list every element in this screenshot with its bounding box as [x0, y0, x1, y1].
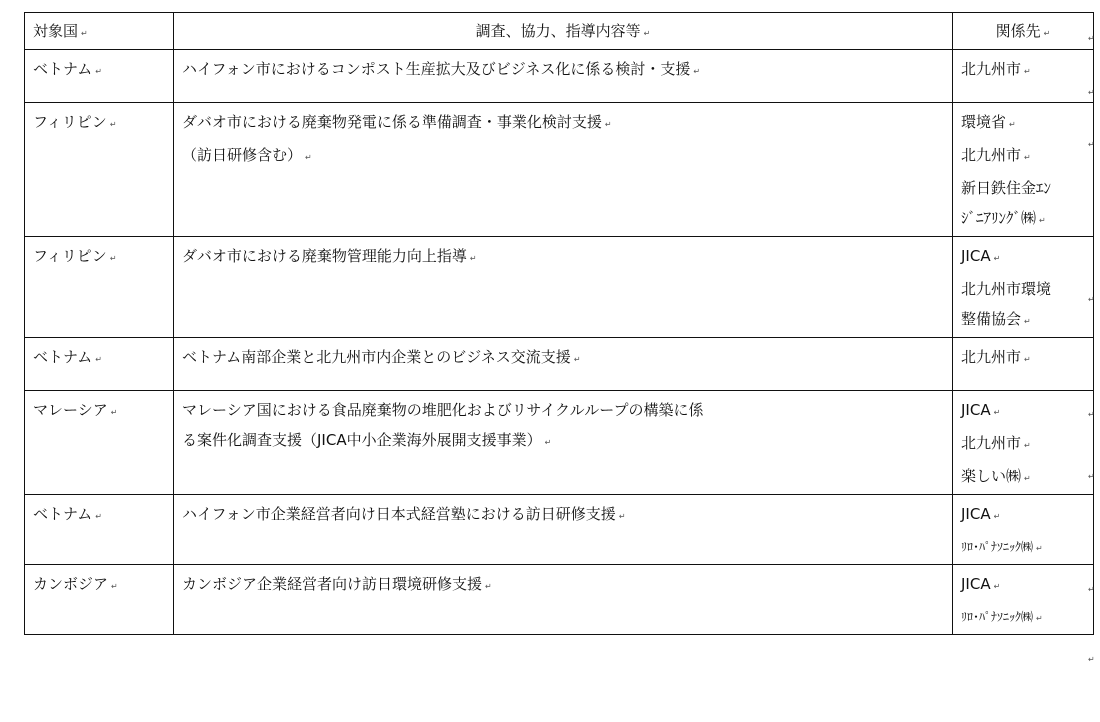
table-row	[25, 565, 1094, 635]
content-cell: ダバオ市における廃棄物発電に係る準備調査・事業化検討支援 ↵ （訪日研修含む） ↵	[174, 103, 953, 237]
header-partner: 関係先 ↵	[953, 13, 1094, 50]
content-cell: カンボジア企業経営者向け訪日環境研修支援 ↵	[174, 565, 953, 635]
partner-cell: 北九州市 ↵	[953, 50, 1094, 103]
country-cell: マレーシア ↵	[25, 391, 174, 495]
partner-cell: JICA ↵ 北九州市 ↵ 楽しい㈱ ↵	[953, 391, 1094, 495]
row-end-mark: ↵	[1088, 585, 1095, 594]
row-end-mark: ↵	[1088, 410, 1095, 419]
table-row	[25, 237, 1094, 338]
country-cell: ベトナム ↵	[25, 338, 174, 391]
cooperation-table	[24, 12, 1094, 635]
partner-cell: JICA ↵ 北九州市環境 整備協会 ↵	[953, 237, 1094, 338]
row-end-mark: ↵	[1088, 88, 1095, 97]
content-cell: ベトナム南部企業と北九州市内企業とのビジネス交流支援 ↵	[174, 338, 953, 391]
row-end-mark: ↵	[1088, 472, 1095, 481]
row-end-mark: ↵	[1088, 34, 1095, 43]
header-content: 調査、協力、指導内容等 ↵	[174, 13, 953, 50]
table-row	[25, 103, 1094, 237]
header-row	[25, 13, 1094, 50]
partner-cell: 北九州市 ↵	[953, 338, 1094, 391]
table-row	[25, 495, 1094, 565]
row-end-mark: ↵	[1088, 295, 1095, 304]
row-end-mark: ↵	[1088, 655, 1095, 664]
table-row	[25, 50, 1094, 103]
country-cell: ベトナム ↵	[25, 50, 174, 103]
row-end-mark: ↵	[1088, 140, 1095, 149]
content-cell: ハイフォン市企業経営者向け日本式経営塾における訪日研修支援 ↵	[174, 495, 953, 565]
partner-cell: 環境省 ↵ 北九州市 ↵ 新日鉄住金ｴﾝ ｼﾞﾆｱﾘﾝｸﾞ㈱ ↵	[953, 103, 1094, 237]
table-row	[25, 391, 1094, 495]
content-cell: ダバオ市における廃棄物管理能力向上指導 ↵	[174, 237, 953, 338]
partner-cell: JICA ↵ ﾘﾛ･ﾊﾟﾅｿﾆｯｸ㈱ ↵	[953, 565, 1094, 635]
table-row	[25, 338, 1094, 391]
country-cell: カンボジア ↵	[25, 565, 174, 635]
content-cell: マレーシア国における食品廃棄物の堆肥化およびリサイクルループの構築に係 る案件化調査支援（JICA中小企業海外展開支援事業） ↵	[174, 391, 953, 495]
header-country: 対象国 ↵	[25, 13, 174, 50]
content-cell: ハイフォン市におけるコンポスト生産拡大及びビジネス化に係る検討・支援 ↵	[174, 50, 953, 103]
partner-cell: JICA ↵ ﾘﾛ･ﾊﾟﾅｿﾆｯｸ㈱ ↵	[953, 495, 1094, 565]
country-cell: フィリピン ↵	[25, 103, 174, 237]
country-cell: フィリピン ↵	[25, 237, 174, 338]
country-cell: ベトナム ↵	[25, 495, 174, 565]
